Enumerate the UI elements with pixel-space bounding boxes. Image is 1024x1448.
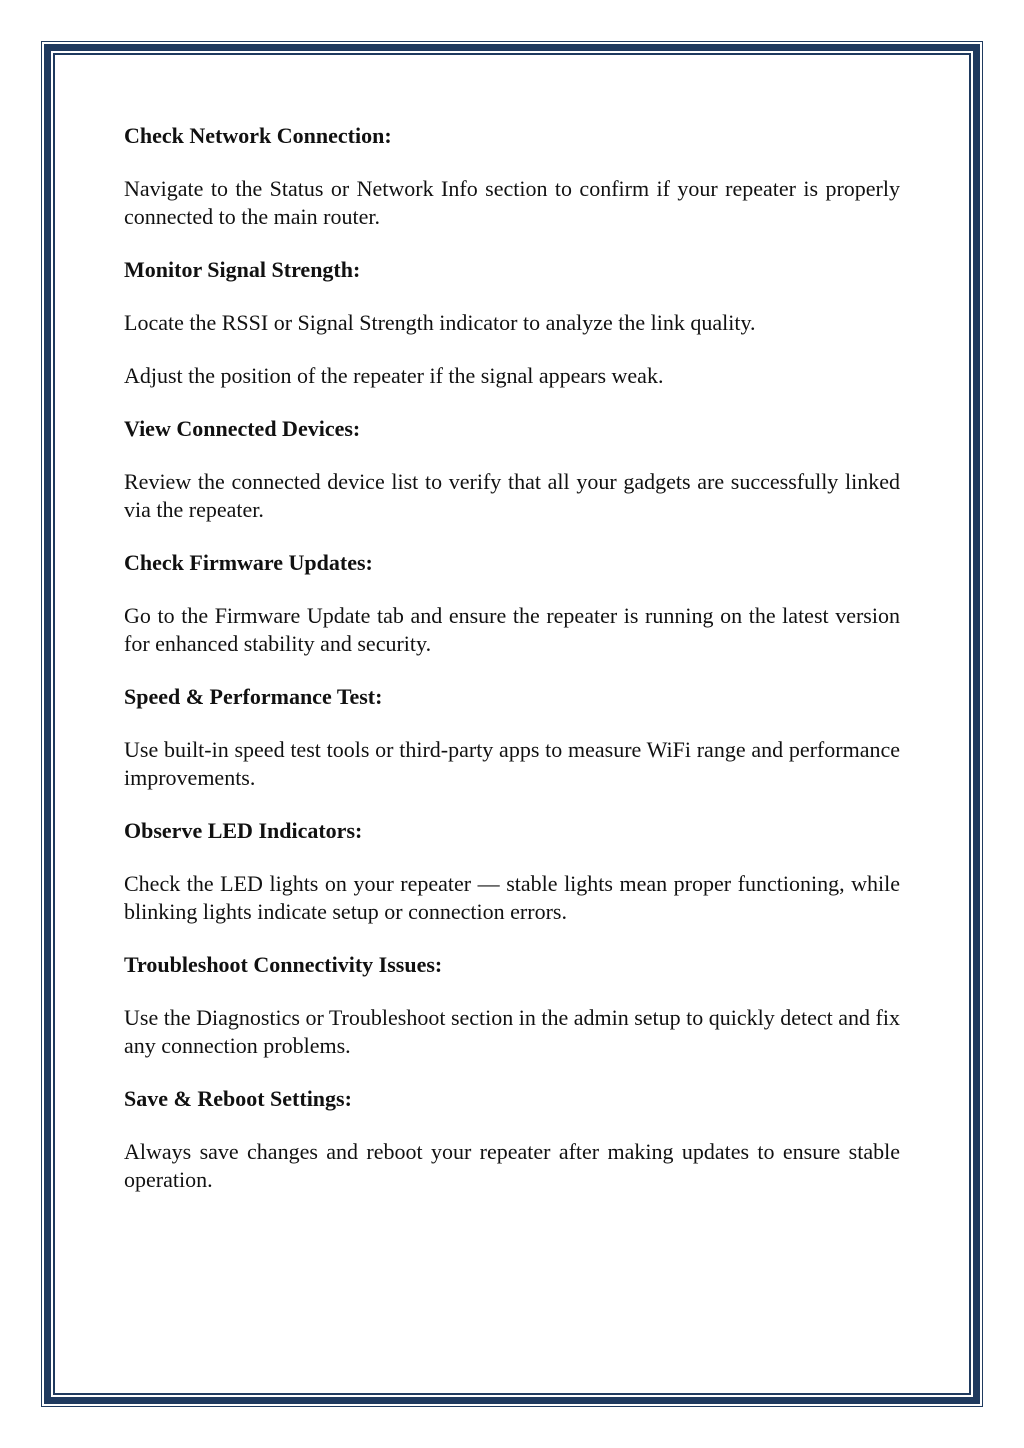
section-connected-devices xyxy=(124,415,900,524)
section-heading: Monitor Signal Strength: xyxy=(124,257,361,282)
section-heading: Observe LED Indicators: xyxy=(124,818,363,843)
section-heading: View Connected Devices: xyxy=(124,416,361,441)
section-paragraph: Locate the RSSI or Signal Strength indicator to analyze the link quality. xyxy=(124,310,756,335)
section-paragraph: Review the connected device list to verify that all your gadgets are successfully linked via the repeater. xyxy=(124,469,900,522)
section-signal-strength xyxy=(124,256,900,390)
section-paragraph: Use the Diagnostics or Troubleshoot section in the admin setup to quickly detect and fix any connection problems. xyxy=(124,1005,900,1058)
section-heading: Speed & Performance Test: xyxy=(124,684,383,709)
section-paragraph: Use built-in speed test tools or third-party apps to measure WiFi range and performance improvements. xyxy=(124,737,900,790)
section-led-indicators xyxy=(124,817,900,926)
section-save-reboot xyxy=(124,1085,900,1194)
section-network-connection xyxy=(124,122,900,231)
section-troubleshoot xyxy=(124,951,900,1060)
section-heading: Check Firmware Updates: xyxy=(124,550,373,575)
section-paragraph: Adjust the position of the repeater if the signal appears weak. xyxy=(124,363,664,388)
section-heading: Troubleshoot Connectivity Issues: xyxy=(124,952,443,977)
section-paragraph: Always save changes and reboot your repeater after making updates to ensure stable operation. xyxy=(124,1139,900,1192)
section-paragraph: Go to the Firmware Update tab and ensure the repeater is running on the latest version for enhanced stability and security. xyxy=(124,603,900,656)
section-paragraph: Navigate to the Status or Network Info section to confirm if your repeater is properly connected to the main router. xyxy=(124,176,900,229)
document-body xyxy=(124,122,900,1219)
section-heading: Save & Reboot Settings: xyxy=(124,1086,352,1111)
section-firmware-updates xyxy=(124,549,900,658)
section-paragraph: Check the LED lights on your repeater — stable lights mean proper functioning, while blinking lights indicate setup or connection errors. xyxy=(124,871,900,924)
section-heading: Check Network Connection: xyxy=(124,123,392,148)
section-speed-test xyxy=(124,683,900,792)
